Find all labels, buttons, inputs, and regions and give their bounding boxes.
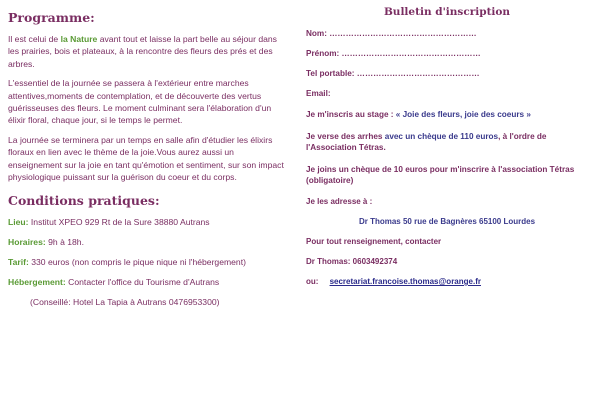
- p1-highlight: la Nature: [60, 34, 98, 44]
- tarif-label: Tarif:: [8, 257, 29, 268]
- hebergement-value: Contacter l'office du Tourisme d'Autrans: [65, 277, 220, 288]
- programme-paragraph-1: [8, 33, 290, 70]
- horaires-line: [8, 236, 290, 248]
- programme-column: [8, 10, 290, 316]
- phone-line: Dr Thomas: 0603492374: [306, 257, 398, 266]
- stage-name: « Joie des fleurs, joie des coeurs »: [395, 110, 531, 119]
- lieu-label: Lieu:: [8, 217, 29, 228]
- renseignement-line: Pour tout renseignement, contacter: [306, 237, 442, 246]
- lieu-value: Institut XPEO 929 Rt de la Sure 38880 Autrans: [28, 217, 210, 228]
- tarif-value: 330 euros (non compris le pique nique ni l'hébergement): [28, 257, 246, 268]
- hebergement-label: Hébergement:: [8, 277, 66, 288]
- email-contact-line: [306, 277, 588, 286]
- arrhes-order: , à l'ordre de l'Association Tétras.: [306, 132, 547, 152]
- programme-paragraph-2: L'essentiel de la journée se passera à l'extérieur entre marches attentives,moments de contemplation, et de découverte des vertus guérisseuses des fleurs. Le moment culminant sera l'élaboration d'un élixir floral, chaque jour, si le temps le permet.: [8, 78, 272, 126]
- programme-heading: Programme:: [8, 10, 95, 25]
- hebergement-line: [8, 276, 290, 288]
- conditions-heading: Conditions pratiques:: [8, 193, 160, 209]
- tel-field: Tel portable: ………………………………………: [306, 69, 480, 78]
- postal-address: Dr Thomas 50 rue de Bagnères 65100 Lourdes: [358, 217, 536, 226]
- arrhes-label: Je verse des arrhes: [306, 132, 383, 141]
- ou-label: ou:: [306, 277, 319, 286]
- horaires-value: 9h à 18h.: [45, 237, 84, 248]
- prenom-field: Prénom: ……………………………………………: [306, 49, 481, 58]
- stage-line: [306, 109, 588, 120]
- stage-label: Je m'inscris au stage :: [306, 110, 394, 119]
- programme-paragraph-3: La journée se terminera par un temps en salle afin d'étudier les élixirs floraux en lien avec le thème de la joie.Vous aurez aussi un enseignement sur la joie en tant qu'émotion et sentiment, sur son impact physiologique puissant sur la guérison du coeur et du corps.: [8, 134, 284, 183]
- arrhes-line: [306, 131, 588, 153]
- conseille-line: (Conseillé: Hotel La Tapia à Autrans 0476953300): [30, 297, 220, 308]
- cheque-line: Je joins un chèque de 10 euros pour m'inscrire à l'association Tétras (obligatoire): [306, 165, 575, 185]
- adresse-label: Je les adresse à :: [306, 197, 373, 206]
- email-field: Email:: [306, 89, 331, 98]
- horaires-label: Horaires:: [8, 237, 46, 248]
- nom-field: Nom: ………………………………………………: [306, 29, 477, 38]
- bulletin-column: [306, 6, 588, 297]
- lieu-line: [8, 216, 290, 228]
- arrhes-amount: avec un chèque de 110 euros: [384, 132, 499, 141]
- bulletin-title: Bulletin d'inscription: [383, 6, 511, 18]
- email-link[interactable]: secretariat.francoise.thomas@orange.fr: [329, 277, 481, 286]
- tarif-line: [8, 256, 290, 268]
- p1-end: avant tout et laisse la part belle au séjour dans les prairies, bois et plateaux, à la rencontre des fleurs des prés et des arbres.: [8, 34, 277, 69]
- p1-start: Il est celui de: [8, 34, 59, 44]
